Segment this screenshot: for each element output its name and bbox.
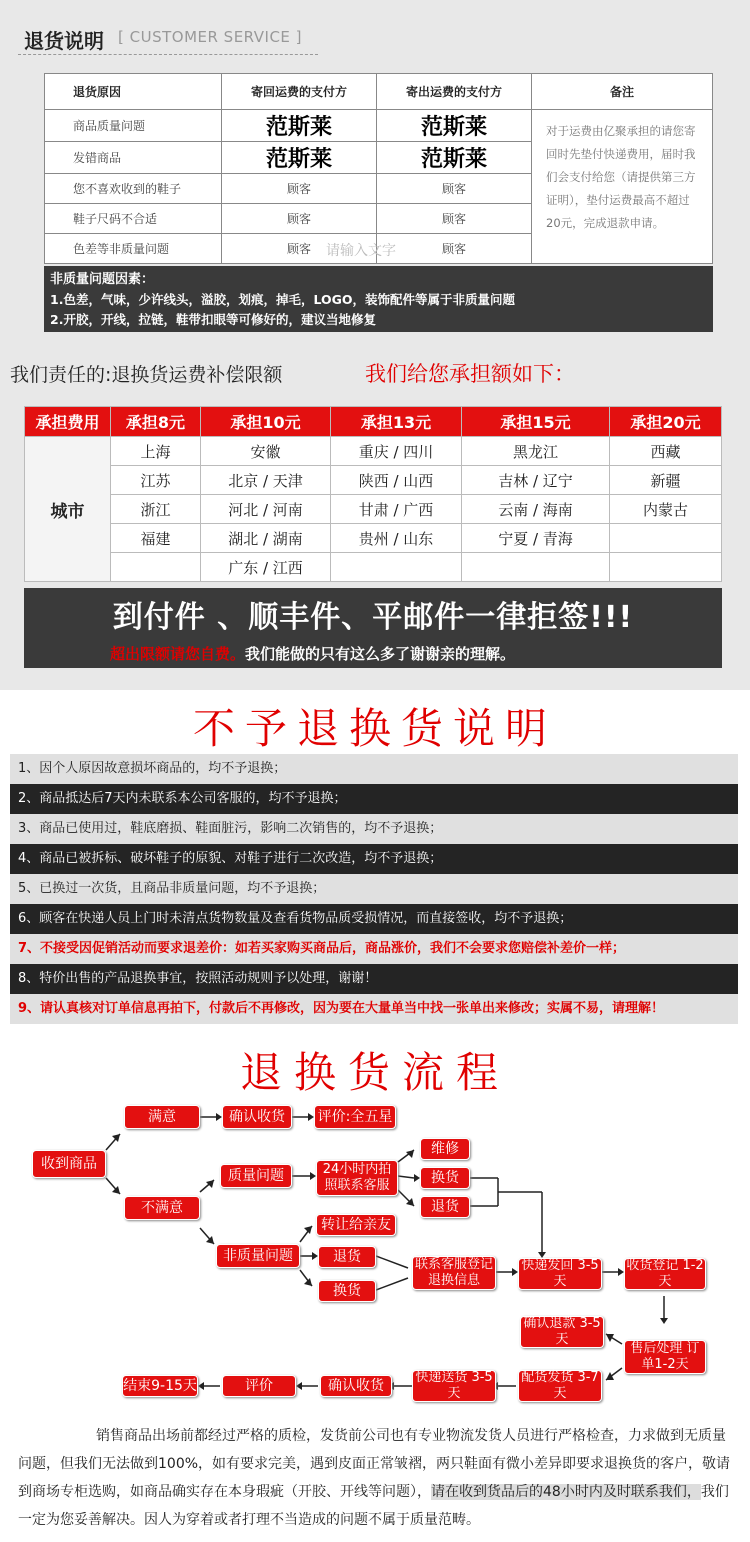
table-cell: 顾客 [222, 234, 377, 264]
city-cell: 北京 / 天津 [201, 466, 331, 495]
flow-confirm-receipt2: 确认收货 [320, 1375, 392, 1397]
flow-receive: 收到商品 [32, 1150, 106, 1178]
rule-item: 7、不接受因促销活动而要求退差价：如若买家购买商品后，商品涨价，我们不会要求您赔偿补差价一样； [10, 934, 738, 964]
footer-text: 销售商品出场前都经过严格的质检，发货前公司也有专业物流发货人员进行严格检查，力求做到无质量问题，但我们无法做到100%，如有要求完美，遇到皮面正常皱褶，两只鞋面有微小差异即要求退换货的客户，敬请到商场专柜选购，如商品确实存在本身瑕疵（开胶、开线等问题）， [18, 1428, 731, 1500]
flow-express-back: 快递发回 3-5天 [518, 1258, 602, 1290]
rule-item: 5、已换过一次货，且商品非质量问题，均不予退换； [10, 874, 738, 904]
rule-item: 4、商品已被拆标、破坏鞋子的原貌、对鞋子进行二次改造，均不予退换； [10, 844, 738, 874]
city-cell: 湖北 / 湖南 [201, 524, 331, 553]
flow-quality: 质量问题 [220, 1164, 292, 1188]
flow-repair: 维修 [420, 1138, 470, 1160]
city-cell: 浙江 [111, 495, 201, 524]
flow-return: 退货 [420, 1196, 470, 1218]
fee-header: 承担13元 [331, 407, 462, 437]
footer-highlight: 请在收到货品后的48小时内及时联系我们， [431, 1484, 701, 1500]
rule-item: 3、商品已使用过，鞋底磨损、鞋面脏污，影响二次销售的，均不予退换； [10, 814, 738, 844]
city-cell: 上海 [111, 437, 201, 466]
flow-exchange: 换货 [420, 1167, 470, 1189]
table-cell: 色差等非质量问题 [45, 234, 222, 264]
factors-line: 1.色差，气味，少许线头，溢胶，划痕，掉毛，LOGO，装饰配件等属于非质量问题 [50, 292, 515, 307]
flow-receive-register: 收货登记 1-2天 [624, 1258, 706, 1290]
rule-item: 8、特价出售的产品退换事宜，按照活动规则予以处理，谢谢！ [10, 964, 738, 994]
table-cell: 发错商品 [45, 142, 222, 174]
city-cell: 江苏 [111, 466, 201, 495]
rule-item: 1、因个人原因故意损坏商品的，均不予退换； [10, 754, 738, 784]
table-cell: 商品质量问题 [45, 110, 222, 142]
flow-return2: 退货 [318, 1246, 376, 1268]
factors-title: 非质量问题因素： [50, 272, 155, 287]
fee-header: 承担费用 [25, 407, 111, 437]
city-cell: 贵州 / 山东 [331, 524, 462, 553]
note-cell: 对于运费由亿聚承担的请您寄回时先垫付快递费用，届时我们会支付给您（请提供第三方证明），垫付运费最高不超过20元，完成退款申请。 [532, 110, 713, 264]
flow-express-send: 快递送货 3-5天 [412, 1370, 496, 1402]
compensation-title-red: 我们给您承担额如下： [365, 362, 575, 386]
city-cell: 黑龙江 [462, 437, 610, 466]
city-cell: 云南 / 海南 [462, 495, 610, 524]
city-cell: 重庆 / 四川 [331, 437, 462, 466]
rule-item: 9、请认真核对订单信息再拍下，付款后不再修改，因为要在大量单当中找一张单出来修改；实属不易，请理解！ [10, 994, 738, 1024]
rule-item: 2、商品抵达后7天内未联系本公司客服的，均不予退换； [10, 784, 738, 814]
flow-unsatisfied: 不满意 [124, 1196, 200, 1220]
flow-ship: 配货发货 3-7天 [518, 1370, 602, 1402]
table-cell: 范斯莱 [377, 110, 532, 142]
city-cell: 甘肃 / 广西 [331, 495, 462, 524]
flow-aftersale: 售后处理 订单1-2天 [624, 1340, 706, 1374]
city-cell: 安徽 [201, 437, 331, 466]
fee-header: 承担20元 [610, 407, 722, 437]
table-cell: 鞋子尺码不合适 [45, 204, 222, 234]
footer-paragraph [18, 1422, 734, 1534]
flow-register: 联系客服登记退换信息 [412, 1256, 496, 1290]
table-cell: 顾客 [377, 234, 532, 264]
factors-line: 2.开胶，开线，拉链，鞋带扣眼等可修好的，建议当地修复 [50, 312, 376, 327]
compensation-title: 我们责任的:退换货运费补偿限额 [10, 364, 283, 386]
city-cell: 广东 / 江西 [201, 553, 331, 582]
city-label: 城市 [25, 437, 111, 582]
rule-item: 6、顾客在快递人员上门时未清点货物数量及查看货物品质受损情况，而直接签收，均不予退换； [10, 904, 738, 934]
table-header: 寄回运费的支付方 [222, 74, 377, 110]
page-subtitle: [ CUSTOMER SERVICE ] [118, 28, 303, 46]
table-cell: 范斯莱 [222, 142, 377, 174]
city-cell: 河北 / 河南 [201, 495, 331, 524]
flow-title: 退换货流程 [239, 1048, 510, 1097]
city-cell: 宁夏 / 青海 [462, 524, 610, 553]
flow-confirm-refund: 确认退款 3-5天 [520, 1316, 604, 1348]
flow-photo-contact: 24小时内拍照联系客服 [316, 1160, 398, 1196]
table-cell: 顾客 [222, 174, 377, 204]
table-cell: 顾客 [377, 174, 532, 204]
table-cell: 顾客 [377, 204, 532, 234]
city-cell: 新疆 [610, 466, 722, 495]
refuse-title: 到付件 、顺丰件、平邮件一律拒签!!! [112, 600, 634, 635]
placeholder-overlay: 请输入文字 [326, 243, 396, 259]
refuse-white-text: 我们能做的只有这么多了谢谢亲的理解。 [245, 645, 516, 663]
table-cell: 范斯莱 [222, 110, 377, 142]
table-header: 退货原因 [45, 74, 222, 110]
no-return-title: 不予退换货说明 [192, 704, 557, 753]
table-cell: 您不喜欢收到的鞋子 [45, 174, 222, 204]
flow-rate: 评价 [222, 1375, 296, 1397]
flow-non-quality: 非质量问题 [216, 1244, 300, 1268]
city-cell: 吉林 / 辽宁 [462, 466, 610, 495]
table-cell: 范斯莱 [377, 142, 532, 174]
fee-header: 承担8元 [111, 407, 201, 437]
flow-exchange2: 换货 [318, 1280, 376, 1302]
flow-satisfied: 满意 [124, 1105, 200, 1129]
flow-end: 结束9-15天 [122, 1375, 198, 1397]
footer-text: 我们一定为您妥善解决。因人为穿着或者打理不当造成的问题不属于质量范畴。 [18, 1484, 729, 1528]
flow-rate-five: 评价:全五星 [314, 1105, 396, 1129]
flow-gift: 转让给亲友 [316, 1214, 396, 1236]
table-header: 寄出运费的支付方 [377, 74, 532, 110]
city-cell: 西藏 [610, 437, 722, 466]
city-cell: 福建 [111, 524, 201, 553]
page-title: 退货说明 [24, 29, 104, 53]
city-cell: 内蒙古 [610, 495, 722, 524]
fee-header: 承担15元 [462, 407, 610, 437]
table-cell: 顾客 [222, 204, 377, 234]
flow-confirm-receipt: 确认收货 [222, 1105, 292, 1129]
fee-header: 承担10元 [201, 407, 331, 437]
refuse-red-text: 超出限额请您自费。 [110, 645, 246, 663]
city-cell: 陕西 / 山西 [331, 466, 462, 495]
table-header: 备注 [532, 74, 713, 110]
